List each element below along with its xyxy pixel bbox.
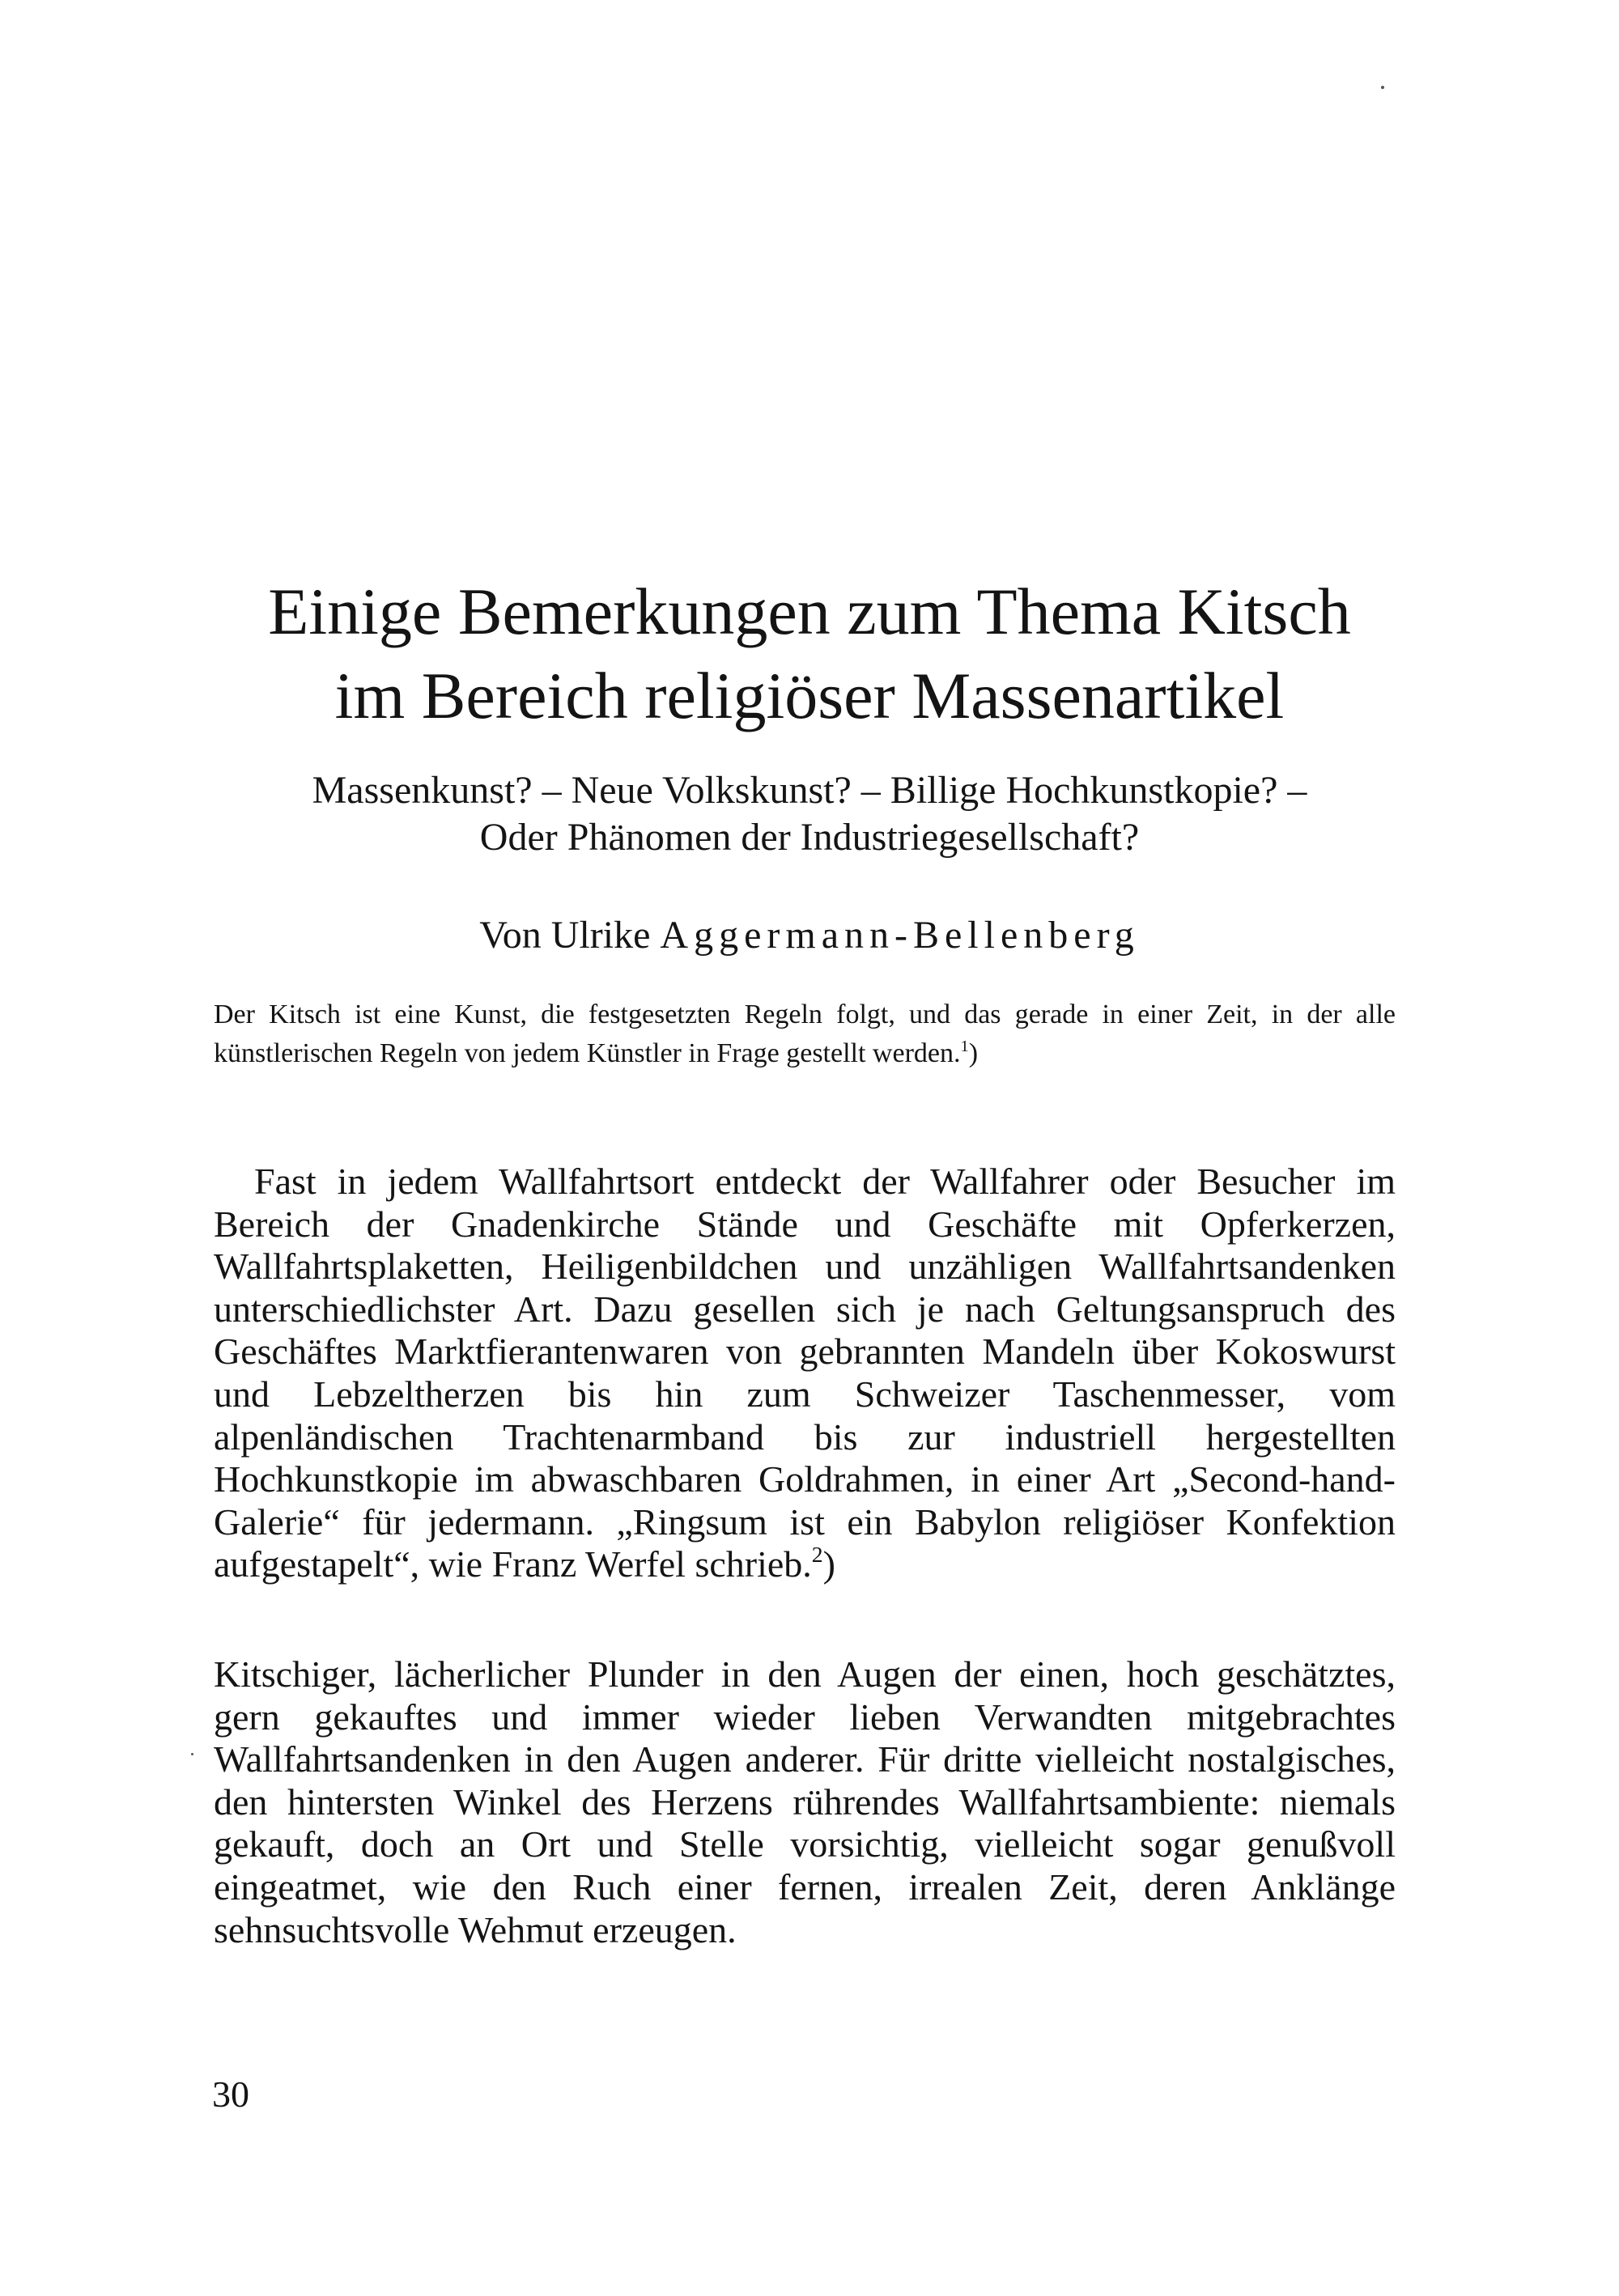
footnote-marker: 1 — [960, 1037, 969, 1055]
body-paragraph-2 — [214, 1653, 1396, 1951]
footnote-marker-paren: ) — [822, 1543, 835, 1585]
footnote-marker: 2 — [811, 1542, 823, 1568]
article-title-line-1: Einige Bemerkungen zum Thema Kitsch — [268, 575, 1351, 648]
epigraph — [214, 995, 1396, 1073]
body-paragraph-1-text: Fast in jedem Wallfahrtsort entdeckt der Wallfahrer oder Besucher im Bereich der Gnadenkirche Stände und Geschäfte mit Opferkerzen, Wallfahrtsplaketten, Heiligenbildchen und unzähligen Wallfahrtsandenken unterschiedlichster Art. Dazu gesellen sich je nach Geltungsanspruch des Geschäftes Marktfierantenwaren von gebrannten Mandeln über Kokoswurst und Lebzeltherzen bis hin zum Schweizer Taschenmesser, vom alpenländischen Trachtenarmband bis zur industriell hergestellten Hochkunstkopie im abwaschbaren Goldrahmen, in einer Art „Second-hand-Galerie“ für jedermann. „Ringsum ist ein Babylon religiöser Konfektion aufgestapelt“, wie Franz Werfel schrieb. — [214, 1161, 1396, 1585]
body-paragraph-1 — [214, 1161, 1396, 1586]
body-paragraph-2-text: Kitschiger, lächerlicher Plunder in den Augen der einen, hoch geschätztes, gern gekauftes und immer wieder lieben Verwandten mitgebrachtes Wallfahrtsandenken in den Augen anderer. Für dritte vielleicht nostalgisches, den hintersten Winkel des Herzens rührendes Wallfahrtsambiente: niemals gekauft, doch an Ort und Stelle vorsichtig, vielleicht sogar genußvoll eingeatmet, wie den Ruch einer fernen, irrealen Zeit, deren Anklänge sehnsuchtsvolle Wehmut erzeugen. — [214, 1653, 1396, 1950]
article-title — [0, 570, 1619, 738]
scan-speck — [1381, 86, 1384, 89]
footnote-marker-paren: ) — [968, 1038, 979, 1068]
epigraph-text: Der Kitsch ist eine Kunst, die festgesetzten Regeln folgt, und das gerade in einer Zeit, in der alle künstlerischen Regeln von jedem Künstler in Frage gestellt werden. — [214, 999, 1396, 1068]
author-prefix: Von Ulrike — [479, 914, 651, 957]
article-subtitle — [0, 767, 1619, 861]
page-number: 30 — [212, 2073, 249, 2115]
article-subtitle-line-2: Oder Phänomen der Industriegesellschaft? — [479, 816, 1140, 859]
scan-speck — [191, 1753, 193, 1755]
article-subtitle-line-1: Massenkunst? – Neue Volkskunst? – Billige Hochkunstkopie? – — [312, 769, 1307, 812]
author-byline — [0, 911, 1619, 960]
article-title-line-2: im Bereich religiöser Massenartikel — [334, 659, 1285, 732]
author-name: Aggermann-Bellenberg — [660, 914, 1140, 957]
